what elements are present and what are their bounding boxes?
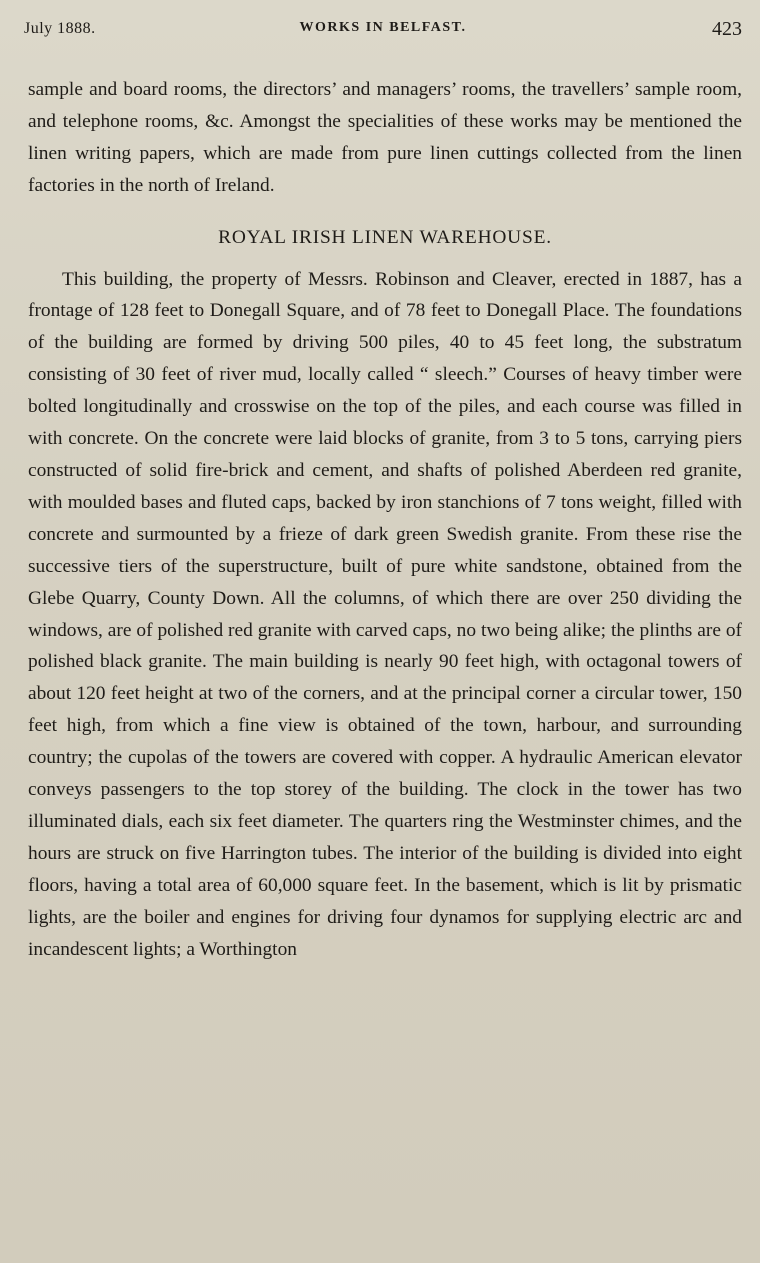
header-date: July 1888.	[24, 20, 96, 37]
running-head	[24, 18, 742, 42]
header-title: WORKS IN BELFAST.	[299, 20, 467, 35]
page-body	[28, 74, 742, 965]
warehouse-paragraph: This building, the property of Messrs. Robinson and Cleaver, erected in 1887, has a frontage of 128 feet to Donegall Square, and of 78 feet to Donegall Place. The foundations of the building are formed by driving 500 piles, 40 to 45 feet long, the substratum consisting of 30 feet of river mud, locally called “ sleech.” Courses of heavy timber were bolted longitudinally and crosswise on the top of the piles, and each course was filled in with concrete. On the concrete were laid blocks of granite, from 3 to 5 tons, carrying piers constructed of solid fire-brick and cement, and shafts of polished Aberdeen red granite, with moulded bases and fluted caps, backed by iron stanchions of 7 tons weight, filled with concrete and surmounted by a frieze of dark green Swedish granite. From these rise the successive tiers of the superstructure, built of pure white sandstone, obtained from the Glebe Quarry, County Down. All the columns, of which there are over 250 dividing the windows, are of polished red granite with carved caps, no two being alike; the plinths are of polished black granite. The main building is nearly 90 feet high, with octagonal towers of about 120 feet height at two of the corners, and at the principal corner a circular tower, 150 feet high, from which a fine view is obtained of the town, harbour, and surrounding country; the cupolas of the towers are covered with copper. A hydraulic American elevator conveys passengers to the top storey of the building. The clock in the tower has two illuminated dials, each six feet diameter. The quarters ring the Westminster chimes, and the hours are struck on five Harrington tubes. The interior of the building is divided into eight floors, having a total area of 60,000 square feet. In the basement, which is lit by prismatic lights, are the boiler and engines for driving four dynamos for supplying electric arc and incandescent lights; a Worthington	[28, 268, 742, 960]
page-number: 423	[712, 18, 742, 40]
section-heading: ROYAL IRISH LINEN WAREHOUSE.	[218, 226, 552, 248]
continuation-paragraph: sample and board rooms, the directors’ and managers’ rooms, the travellers’ sample room, and telephone rooms, &c. Amongst the specialities of these works may be mentioned the linen writing papers, which are made from pure linen cuttings collected from the linen factories in the north of Ireland.	[28, 79, 742, 196]
